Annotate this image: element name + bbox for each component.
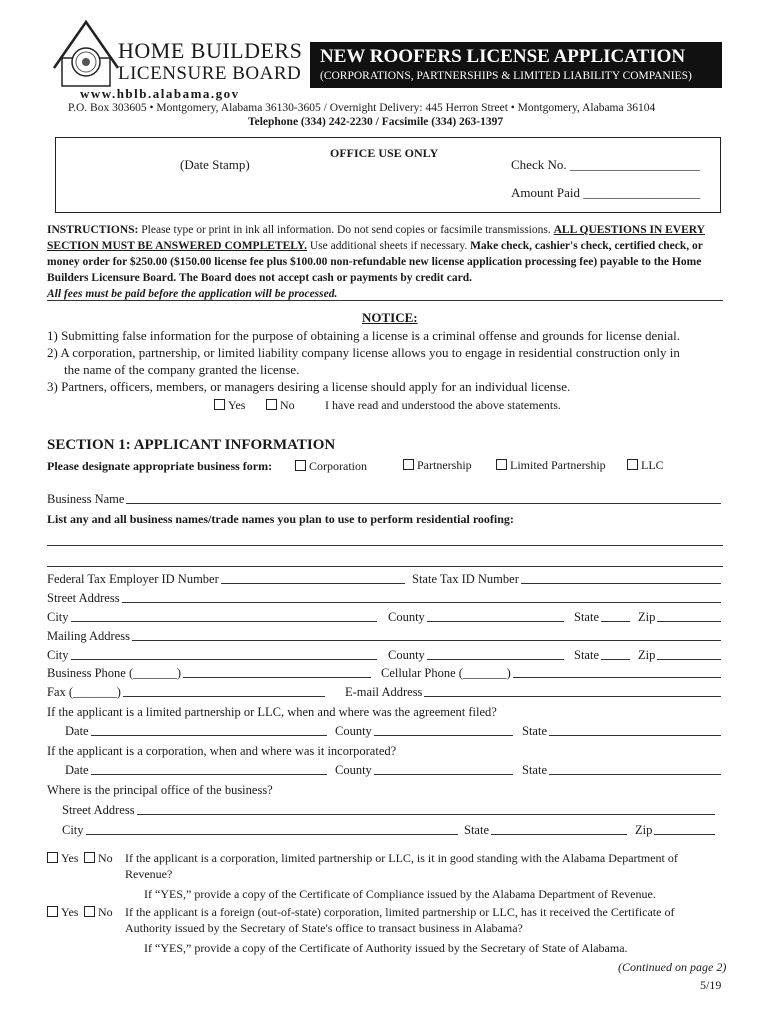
notice-no-option[interactable] [266, 398, 295, 413]
form-option-partnership[interactable] [403, 458, 472, 473]
option-label: LLC [641, 458, 664, 472]
street-address-field[interactable] [47, 591, 723, 606]
field-label: E-mail Address [345, 685, 423, 699]
option-label: Corporation [309, 459, 367, 473]
field-label: Zip [635, 823, 653, 837]
principal-zip-field[interactable] [635, 823, 717, 838]
address-line: P.O. Box 303605 • Montgomery, Alabama 36130-3605 / Overnight Delivery: 445 Herron Street • Montgomery, Alabama 36104 [68, 102, 656, 114]
mailing-state-field[interactable] [574, 648, 632, 663]
website: www.hblb.alabama.gov [80, 86, 240, 101]
lp-date-field[interactable] [65, 724, 329, 739]
q1-no-option[interactable] [84, 851, 113, 866]
notice-item-2-cont: the name of the company granted the license. [64, 362, 300, 377]
principal-street-field[interactable] [62, 803, 717, 818]
business-name-field[interactable] [47, 492, 723, 507]
no-label: No [98, 905, 113, 919]
mailing-zip-field[interactable] [638, 648, 723, 663]
field-label: Zip [638, 610, 656, 624]
field-label: Federal Tax Employer ID Number [47, 572, 219, 586]
state-field[interactable] [574, 610, 632, 625]
checkbox[interactable] [496, 459, 507, 470]
checkbox[interactable] [295, 460, 306, 471]
revision-date: 5/19 [700, 978, 722, 992]
checkbox[interactable] [214, 399, 225, 410]
field-label: State [522, 724, 547, 738]
corp-date-field[interactable] [65, 763, 329, 778]
zip-field[interactable] [638, 610, 723, 625]
field-label: County [335, 763, 372, 777]
corp-state-field[interactable] [522, 763, 723, 778]
trade-names-label: List any and all business names/trade names you plan to use to perform residential roofing: [47, 512, 514, 526]
instructions-emphasis: ALL QUESTIONS IN EVERY SECTION MUST BE ANSWERED COMPLETELY. [47, 224, 705, 252]
instructions-text2: Use additional sheets if necessary. [307, 240, 471, 252]
business-phone-field[interactable] [47, 666, 373, 681]
fax-field[interactable] [47, 685, 327, 700]
field-label: Cellular Phone (_______) [381, 666, 511, 680]
org-name-line1: HOME BUILDERS [118, 38, 303, 63]
field-label: Street Address [62, 803, 135, 817]
instructions-block [47, 222, 727, 302]
section1-title: SECTION 1: APPLICANT INFORMATION [47, 437, 336, 453]
instructions-text1: Please type or print in ink all information. Do not send copies or facsimile transmissions. [138, 224, 554, 236]
field-label: Zip [638, 648, 656, 662]
field-label: Business Phone (_______) [47, 666, 182, 680]
field-label: State [464, 823, 489, 837]
field-label: City [62, 823, 84, 837]
notice-item-2: 2) A corporation, partnership, or limited liability company license allows you to engage in residential construction only in [47, 345, 680, 360]
yes-label: Yes [61, 905, 79, 919]
instructions-fee-text: Make check, cashier's check, certified check, or money order for $250.00 ($150.00 license fee plus $100.00 non-refundable new license application processing fee) payable to the Home Builders Licensure Board. The Board does not accept cash or payments by credit card. [47, 240, 703, 284]
q1-text: If the applicant is a corporation, limited partnership or LLC, is it in good standing with the Alabama Department of Revenue? [125, 851, 678, 881]
notice-item-3: 3) Partners, officers, members, or managers desiring a license should apply for an individual license. [47, 379, 571, 394]
q2-note: If “YES,” provide a copy of the Certificate of Authority issued by the Secretary of State of Alabama. [144, 941, 628, 955]
mailing-city-field[interactable] [47, 648, 379, 663]
option-label: Limited Partnership [510, 458, 606, 472]
q2-no-option[interactable] [84, 905, 113, 920]
checkbox[interactable] [627, 459, 638, 470]
county-field[interactable] [388, 610, 566, 625]
trade-names-line-1[interactable] [47, 545, 723, 546]
q1-note: If “YES,” provide a copy of the Certificate of Compliance issued by the Alabama Department of Revenue. [144, 887, 656, 901]
corp-county-field[interactable] [335, 763, 515, 778]
field-label: State [574, 648, 599, 662]
field-label: State Tax ID Number [412, 572, 519, 586]
phone-line: Telephone (334) 242-2230 / Facsimile (334) 263-1397 [248, 116, 504, 128]
notice-yes-option[interactable] [214, 398, 245, 413]
mailing-county-field[interactable] [388, 648, 566, 663]
checkbox[interactable] [84, 906, 95, 917]
option-label: Partnership [417, 458, 472, 472]
principal-city-field[interactable] [62, 823, 460, 838]
notice-acknowledgement: I have read and understood the above statements. [325, 398, 561, 412]
form-option-llc[interactable] [627, 458, 664, 473]
federal-tax-id-field[interactable] [47, 572, 407, 587]
field-label: Fax (_______) [47, 685, 121, 699]
notice-title: NOTICE: [362, 310, 418, 325]
instructions-fees-note: All fees must be paid before the application will be processed. [47, 288, 338, 300]
email-field[interactable] [345, 685, 723, 700]
field-label: Business Name [47, 492, 125, 506]
field-label: State [522, 763, 547, 777]
divider [47, 300, 723, 301]
q1-yes-option[interactable] [47, 851, 78, 866]
principal-office-question: Where is the principal office of the business? [47, 783, 273, 797]
org-name-line2: LICENSURE BOARD [118, 63, 302, 84]
checkbox[interactable] [403, 459, 414, 470]
state-tax-id-field[interactable] [412, 572, 723, 587]
checkbox[interactable] [47, 906, 58, 917]
field-label: County [388, 610, 425, 624]
notice-item-1: 1) Submitting false information for the purpose of obtaining a license is a criminal offense and grounds for license denial. [47, 328, 680, 343]
instructions-label: INSTRUCTIONS: [47, 224, 139, 236]
field-label: State [574, 610, 599, 624]
field-label: Street Address [47, 591, 120, 605]
yes-label: Yes [61, 851, 79, 865]
corp-incorporation-question: If the applicant is a corporation, when and where was it incorporated? [47, 744, 397, 758]
field-label: County [335, 724, 372, 738]
q2-text: If the applicant is a foreign (out-of-state) corporation, limited partnership or LLC, has it received the Certificate of Authority issued by the Secretary of State's office to transact business in Alabama? [125, 905, 675, 935]
city-field[interactable] [47, 610, 379, 625]
field-label: Mailing Address [47, 629, 130, 643]
office-use-title: OFFICE USE ONLY [330, 146, 439, 160]
form-option-corporation[interactable] [295, 459, 367, 474]
no-label: No [98, 851, 113, 865]
yes-label: Yes [228, 398, 246, 412]
field-label: City [47, 610, 69, 624]
hblb-logo [50, 18, 122, 88]
field-label: County [388, 648, 425, 662]
field-label: Date [65, 724, 89, 738]
lp-state-field[interactable] [522, 724, 723, 739]
check-no-field[interactable]: Check No. ____________________ [511, 157, 700, 172]
amount-paid-field[interactable]: Amount Paid __________________ [511, 185, 701, 200]
continued-note: (Continued on page 2) [618, 960, 727, 974]
date-stamp-label: (Date Stamp) [180, 157, 250, 172]
business-form-label: Please designate appropriate business form: [47, 459, 273, 473]
checkbox[interactable] [47, 852, 58, 863]
mailing-address-field[interactable] [47, 629, 723, 644]
form-subtitle: (CORPORATIONS, PARTNERSHIPS & LIMITED LIABILITY COMPANIES) [320, 70, 692, 82]
lp-agreement-question: If the applicant is a limited partnership or LLC, when and where was the agreement filed? [47, 705, 497, 719]
form-title: NEW ROOFERS LICENSE APPLICATION [320, 46, 686, 67]
lp-county-field[interactable] [335, 724, 515, 739]
no-label: No [280, 398, 295, 412]
checkbox[interactable] [84, 852, 95, 863]
trade-names-line-2[interactable] [47, 566, 723, 567]
cellular-phone-field[interactable] [381, 666, 723, 681]
q2-yes-option[interactable] [47, 905, 78, 920]
checkbox[interactable] [266, 399, 277, 410]
field-label: City [47, 648, 69, 662]
field-label: Date [65, 763, 89, 777]
form-option-limited-partnership[interactable] [496, 458, 606, 473]
principal-state-field[interactable] [464, 823, 629, 838]
